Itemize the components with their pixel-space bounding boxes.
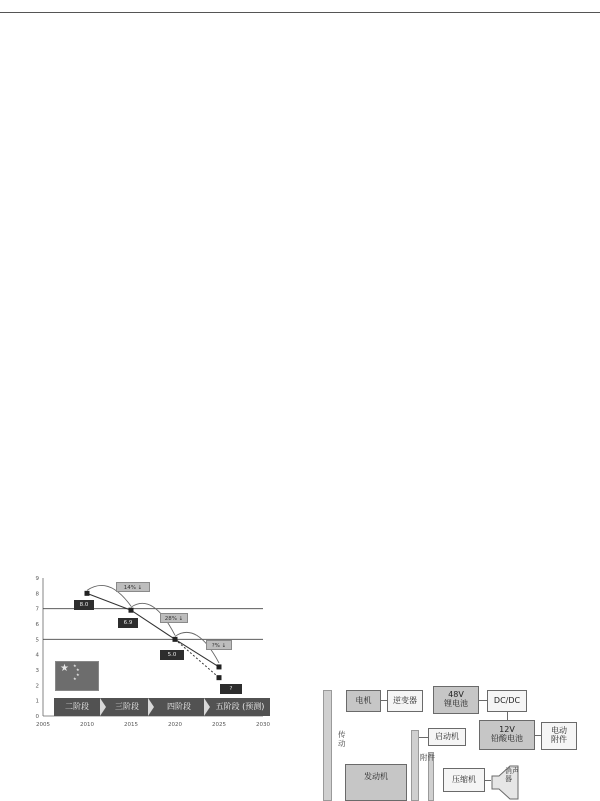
connector bbox=[479, 700, 487, 701]
data-point bbox=[173, 637, 178, 642]
data-label: 6.9 bbox=[118, 618, 138, 628]
transmission-bar bbox=[323, 690, 332, 801]
y-tick-label: 1 bbox=[35, 698, 39, 705]
y-tick-label: 9 bbox=[35, 576, 39, 582]
x-tick-label: 2025 bbox=[212, 722, 226, 728]
y-tick-label: 5 bbox=[35, 637, 39, 644]
data-label: 14% ↓ bbox=[116, 582, 150, 592]
data-point bbox=[129, 608, 134, 613]
y-tick-label: 2 bbox=[35, 683, 39, 690]
data-point bbox=[217, 675, 222, 680]
stage-bar bbox=[54, 698, 270, 716]
x-tick-label: 2010 bbox=[80, 722, 94, 728]
stage-label: 四阶段 bbox=[167, 702, 191, 711]
engine-box: 发动机 bbox=[345, 764, 407, 801]
y-tick-label: 0 bbox=[35, 714, 39, 720]
data-point bbox=[217, 664, 222, 669]
x-tick-label: 2005 bbox=[36, 722, 50, 728]
compressor-box: 压缩机 bbox=[443, 768, 485, 792]
y-tick-label: 3 bbox=[35, 668, 39, 674]
china-flag-icon: ★ ★ ★ ★ ★ bbox=[55, 661, 99, 691]
dcdc-box: DC/DC bbox=[487, 690, 527, 712]
electric-accessories-box: 电动 附件 bbox=[541, 722, 577, 750]
data-label: ?% ↓ bbox=[206, 640, 232, 650]
stage-label: 二阶段 bbox=[65, 702, 89, 711]
x-tick-label: 2020 bbox=[168, 722, 182, 728]
data-label: 5.0 bbox=[160, 650, 184, 660]
connector bbox=[419, 737, 428, 738]
data-label: 28% ↓ bbox=[160, 613, 188, 623]
transmission-label: 传 动 bbox=[338, 730, 346, 748]
y-tick-label: 8 bbox=[35, 591, 39, 598]
motor-box: 电机 bbox=[346, 690, 381, 712]
battery-48v-box: 48V 锂电池 bbox=[433, 686, 479, 714]
x-tick-label: 2015 bbox=[124, 722, 138, 728]
top-rule bbox=[0, 12, 600, 13]
connector bbox=[507, 712, 508, 720]
y-tick-label: 7 bbox=[35, 606, 39, 613]
series-line bbox=[87, 593, 219, 667]
muffler-label: 消声 器 bbox=[505, 767, 519, 783]
starter-box: 启动机 bbox=[428, 728, 466, 746]
accessory-label: 附件 bbox=[420, 753, 435, 762]
y-tick-label: 4 bbox=[35, 652, 39, 659]
inverter-box: 逆变器 bbox=[387, 690, 423, 712]
accessory-belt-bar bbox=[411, 730, 419, 801]
stage-label: 五阶段 (预测) bbox=[215, 702, 265, 711]
data-label: ? bbox=[220, 684, 242, 694]
x-tick-label: 2030 bbox=[256, 722, 270, 728]
y-tick-label: 6 bbox=[35, 622, 39, 628]
data-label: 8.0 bbox=[74, 600, 94, 610]
data-point bbox=[85, 591, 90, 596]
battery-12v-box: 12V 铅酸电池 bbox=[479, 720, 535, 750]
stage-label: 三阶段 bbox=[115, 702, 139, 711]
